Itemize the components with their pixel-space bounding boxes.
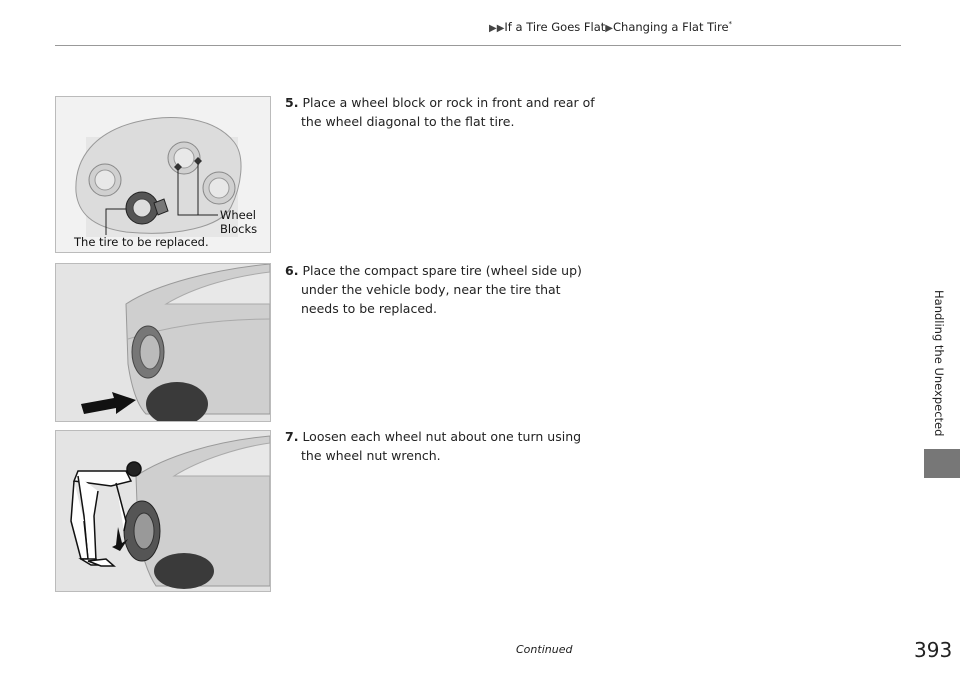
step-5 bbox=[285, 93, 601, 131]
side-label-text: Handling the Unexpected bbox=[932, 290, 946, 437]
arrow-icon: ▶▶ bbox=[489, 23, 505, 34]
breadcrumb-part1[interactable]: If a Tire Goes Flat bbox=[504, 20, 606, 34]
step-number: 6. bbox=[285, 263, 299, 278]
label-tire-to-replace: The tire to be replaced. bbox=[74, 235, 209, 249]
header-rule bbox=[55, 45, 901, 46]
person-with-wrench-illustration bbox=[56, 431, 270, 591]
wheel-icon bbox=[203, 172, 235, 204]
section-tab[interactable] bbox=[924, 449, 960, 478]
car-wheel-icon bbox=[124, 501, 160, 561]
step-number: 5. bbox=[285, 95, 299, 110]
figure-wheel-blocks bbox=[55, 96, 271, 253]
figure-spare-tire bbox=[55, 263, 271, 422]
arrow-icon: ▶ bbox=[605, 23, 613, 34]
wheel-icon bbox=[168, 142, 200, 174]
continued-label: Continued bbox=[516, 643, 573, 656]
breadcrumb-part2[interactable]: Changing a Flat Tire bbox=[613, 20, 729, 34]
breadcrumb bbox=[489, 20, 732, 34]
label-wheel: Wheel bbox=[220, 208, 257, 222]
car-side-view-illustration bbox=[56, 264, 270, 421]
wheel-icon bbox=[89, 164, 121, 196]
flat-tire-icon bbox=[126, 192, 158, 224]
step-7 bbox=[285, 427, 601, 465]
figure-loosen-nuts bbox=[55, 430, 271, 592]
spare-tire-icon bbox=[154, 553, 214, 589]
step-text: Place the compact spare tire (wheel side up) under the vehicle body, near the tire that needs to be replaced. bbox=[301, 263, 582, 316]
step-text: Place a wheel block or rock in front and rear of the wheel diagonal to the flat tire. bbox=[301, 95, 595, 129]
label-blocks: Blocks bbox=[220, 222, 258, 236]
asterisk: * bbox=[728, 20, 733, 29]
page-number: 393 bbox=[914, 638, 953, 662]
step-number: 7. bbox=[285, 429, 299, 444]
car-wheel-icon bbox=[132, 326, 164, 378]
step-text: Loosen each wheel nut about one turn using the wheel nut wrench. bbox=[301, 429, 582, 463]
step-6 bbox=[285, 261, 601, 318]
